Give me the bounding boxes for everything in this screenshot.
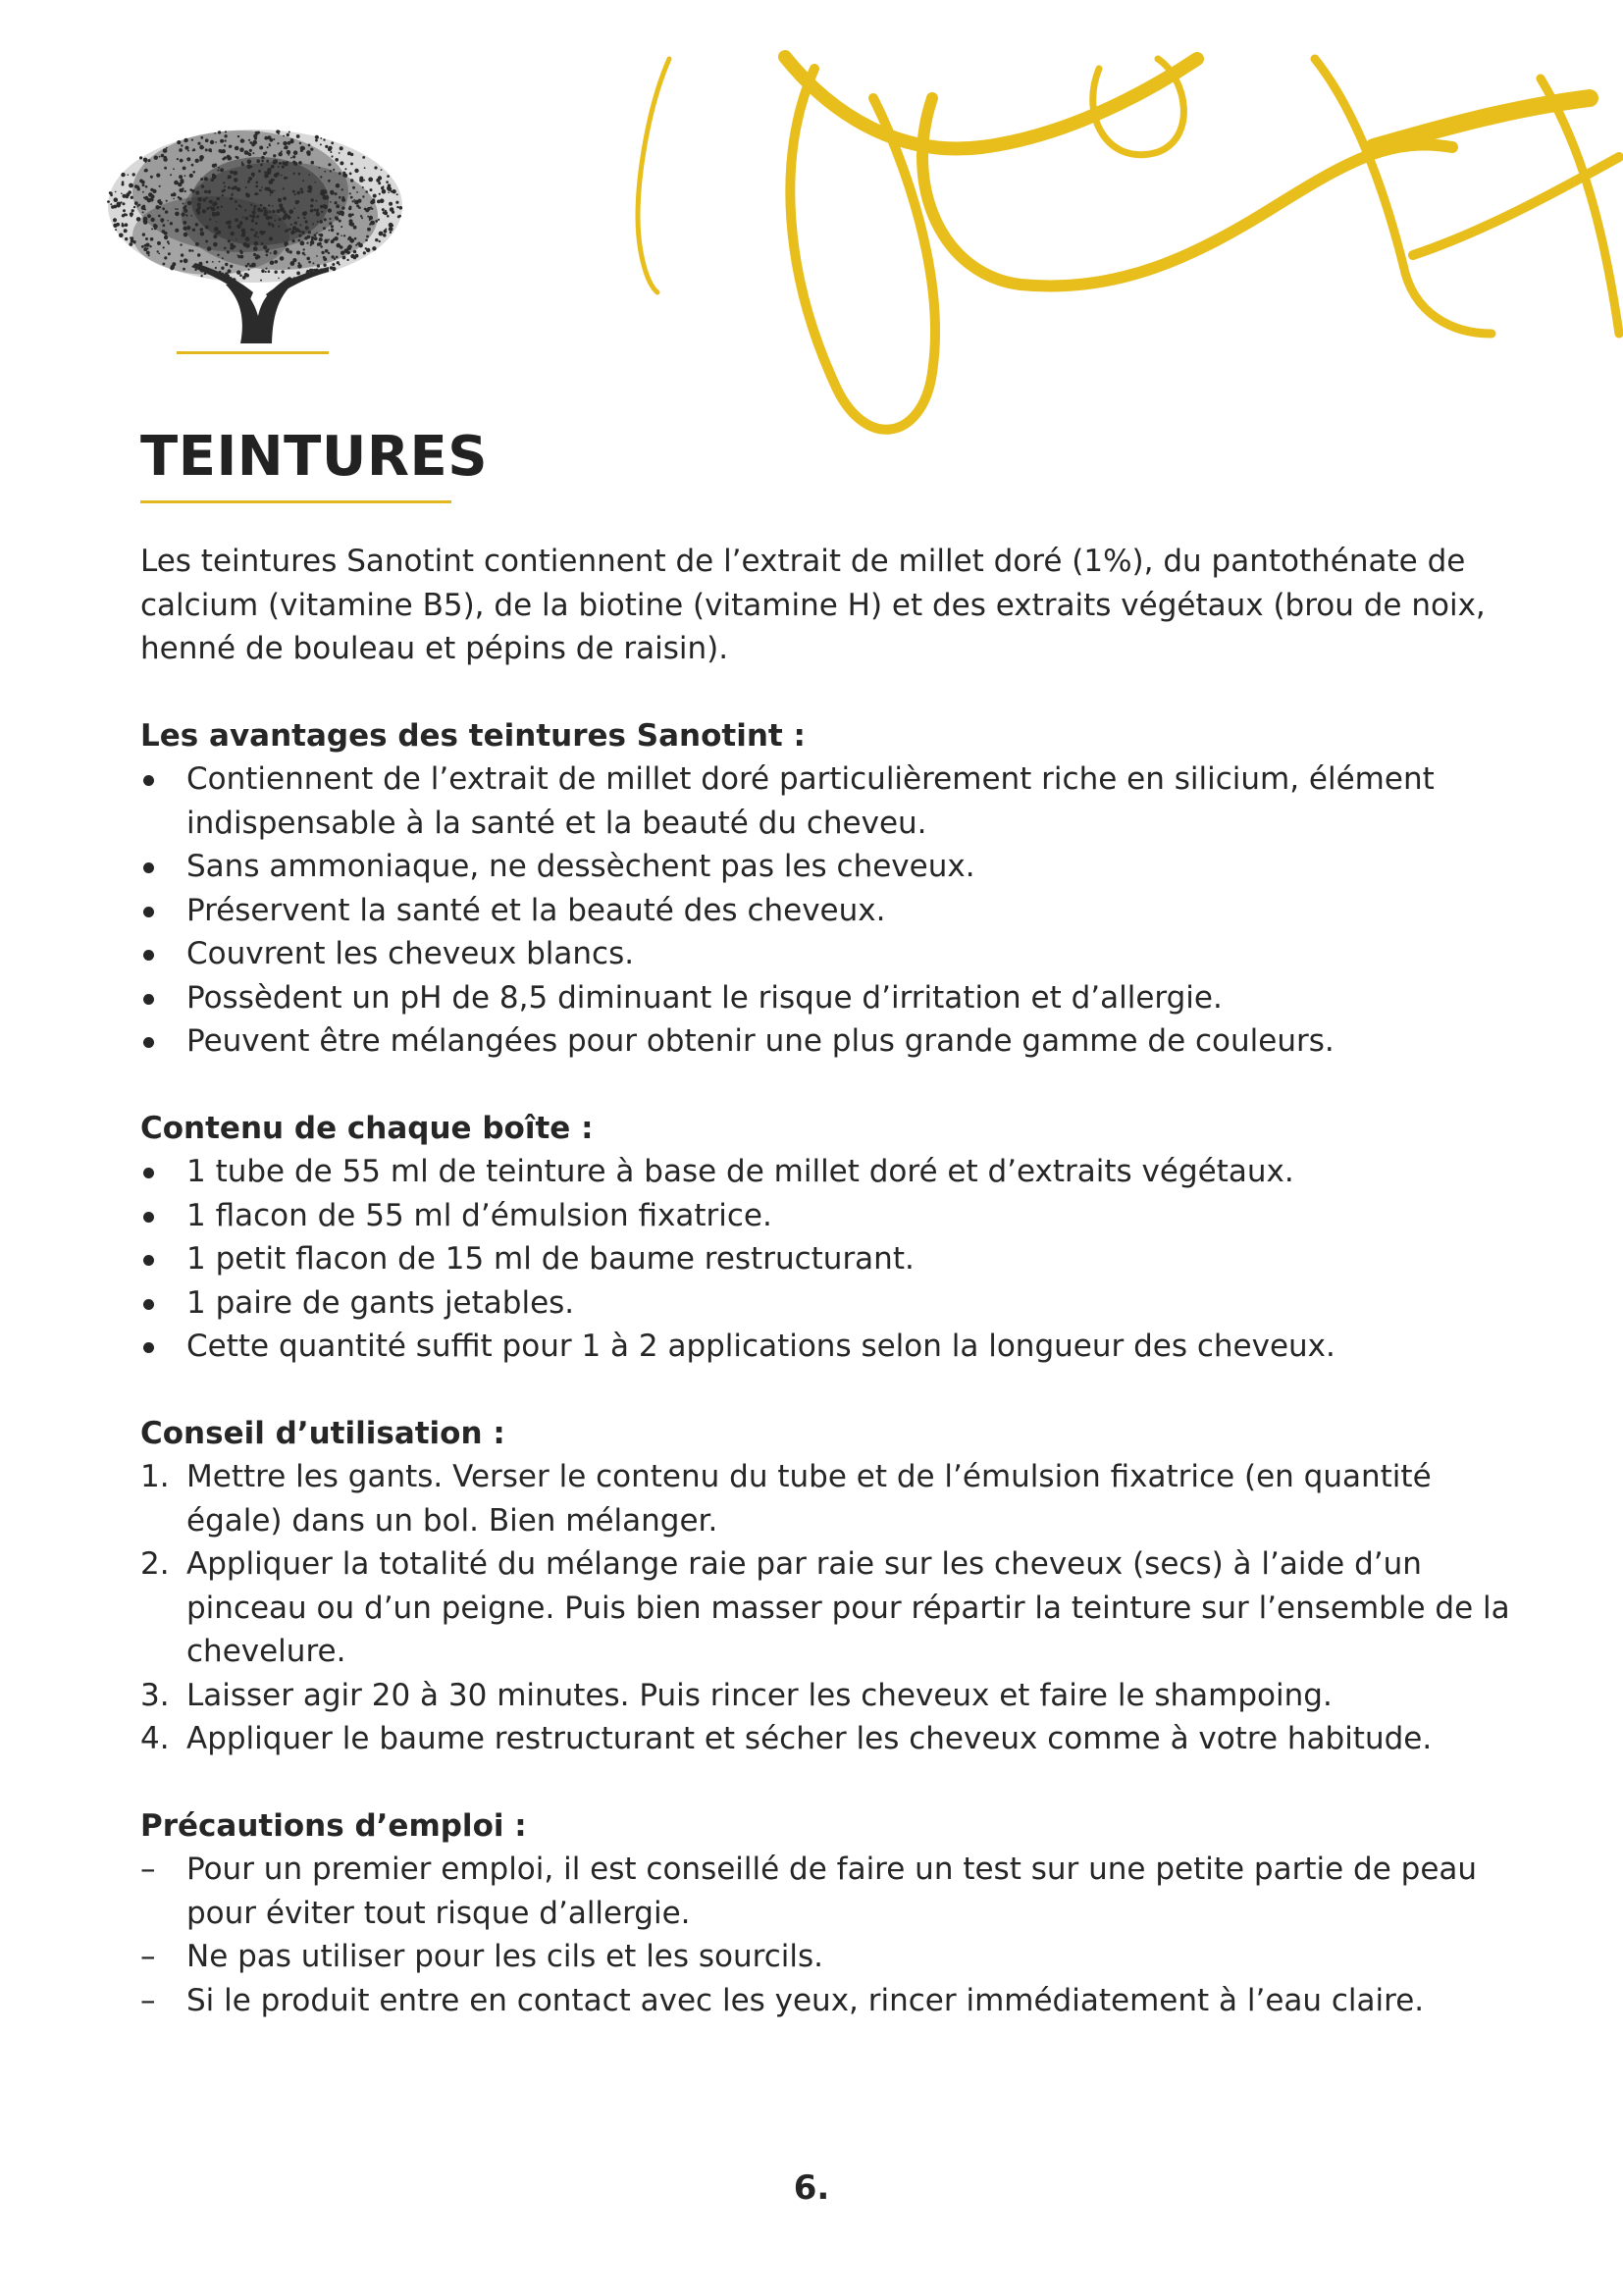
document-body [140, 540, 1514, 2065]
step-number: 4. [140, 1721, 170, 1756]
section-conseil [140, 1412, 1514, 1761]
list-item-text: Préservent la santé et la beauté des cheveux. [186, 892, 886, 928]
section-heading-avantages: Les avantages des teintures Sanotint : [140, 717, 806, 754]
list-item [140, 1281, 1514, 1326]
precautions-list [140, 1848, 1514, 2022]
bullet-icon [143, 1168, 154, 1178]
step-text: Mettre les gants. Verser le contenu du tube et de l’émulsion fixatrice (en quantité égale) dans un bol. Bien mélanger. [186, 1459, 1432, 1539]
list-item [140, 1325, 1514, 1369]
bullet-icon [143, 907, 154, 917]
list-item-text: Sans ammoniaque, ne dessèchent pas les cheveux. [186, 849, 975, 884]
list-item [140, 757, 1514, 845]
step-item [140, 1674, 1514, 1718]
bullet-icon [143, 1212, 154, 1223]
step-number: 3. [140, 1677, 170, 1713]
list-item [140, 1848, 1514, 1935]
page-title: TEINTURES [140, 425, 489, 489]
list-item-text: Cette quantité suffit pour 1 à 2 applications selon la longueur des cheveux. [186, 1329, 1335, 1364]
step-text: Laisser agir 20 à 30 minutes. Puis rincer les cheveux et faire le shampoing. [186, 1677, 1333, 1713]
list-item-text: 1 petit flacon de 15 ml de baume restructurant. [186, 1241, 915, 1277]
list-item-text: 1 tube de 55 ml de teinture à base de millet doré et d’extraits végétaux. [186, 1154, 1294, 1189]
section-heading-conseil: Conseil d’utilisation : [140, 1415, 505, 1451]
list-item [140, 1237, 1514, 1281]
list-item-text: 1 flacon de 55 ml d’émulsion fixatrice. [186, 1197, 772, 1233]
list-item [140, 976, 1514, 1020]
conseil-steps [140, 1455, 1514, 1761]
section-contenu [140, 1107, 1514, 1369]
section-avantages [140, 714, 1514, 1064]
title-underline [140, 500, 451, 503]
step-item [140, 1542, 1514, 1674]
section-heading-precautions: Précautions d’emploi : [140, 1807, 527, 1844]
step-text: Appliquer le baume restructurant et sécher les cheveux comme à votre habitude. [186, 1721, 1433, 1756]
list-item [140, 1979, 1514, 2023]
list-item [140, 1019, 1514, 1064]
bullet-icon [143, 1037, 154, 1048]
list-item [140, 889, 1514, 933]
list-item [140, 845, 1514, 889]
list-item-text: Si le produit entre en contact avec les yeux, rincer immédiatement à l’eau claire. [186, 1982, 1425, 2018]
dash-marker: – [140, 1982, 156, 2018]
list-item-text: Couvrent les cheveux blancs. [186, 936, 635, 971]
list-item [140, 932, 1514, 976]
intro-paragraph: Les teintures Sanotint contiennent de l’extrait de millet doré (1%), du pantothénate de calcium (vitamine B5), de la biotine (vitamine H) et des extraits végétaux (brou de noix, henné de bouleau et pépins de raisin). [140, 544, 1486, 666]
bullet-icon [143, 950, 154, 961]
contenu-list [140, 1150, 1514, 1369]
section-precautions [140, 1804, 1514, 2023]
bullet-icon [143, 1299, 154, 1310]
list-item-text: Ne pas utiliser pour les cils et les sourcils. [186, 1939, 823, 1974]
step-text: Appliquer la totalité du mélange raie par raie sur les cheveux (secs) à l’aide d’un pinceau ou d’un peigne. Puis bien masser pour répartir la teinture sur l’ensemble de la chevelure. [186, 1546, 1510, 1669]
list-item-text: Possèdent un pH de 8,5 diminuant le risque d’irritation et d’allergie. [186, 979, 1223, 1016]
list-item [140, 1150, 1514, 1194]
bullet-icon [143, 775, 154, 786]
list-item-text: Contiennent de l’extrait de millet doré particulièrement riche en silicium, élément indispensable à la santé et la beauté du cheveu. [186, 761, 1435, 841]
list-item [140, 1194, 1514, 1238]
list-item [140, 1935, 1514, 1979]
list-item-text: Pour un premier emploi, il est conseillé de faire un test sur une petite partie de peau pour éviter tout risque d’allergie. [186, 1852, 1478, 1931]
step-number: 2. [140, 1546, 170, 1582]
page-number: 6. [793, 2168, 830, 2208]
yellow-ribbon-swirl [608, 39, 1623, 461]
section-heading-contenu: Contenu de chaque boîte : [140, 1110, 594, 1146]
bullet-icon [143, 1342, 154, 1353]
avantages-list [140, 757, 1514, 1064]
olive-tree-icon [93, 98, 427, 363]
step-item [140, 1455, 1514, 1542]
bullet-icon [143, 862, 154, 873]
bullet-icon [143, 1255, 154, 1266]
list-item-text: 1 paire de gants jetables. [186, 1284, 575, 1321]
step-item [140, 1717, 1514, 1761]
dash-marker: – [140, 1939, 156, 1974]
bullet-icon [143, 994, 154, 1005]
step-number: 1. [140, 1459, 170, 1494]
dash-marker: – [140, 1852, 156, 1887]
list-item-text: Peuvent être mélangées pour obtenir une plus grande gamme de couleurs. [186, 1023, 1335, 1059]
